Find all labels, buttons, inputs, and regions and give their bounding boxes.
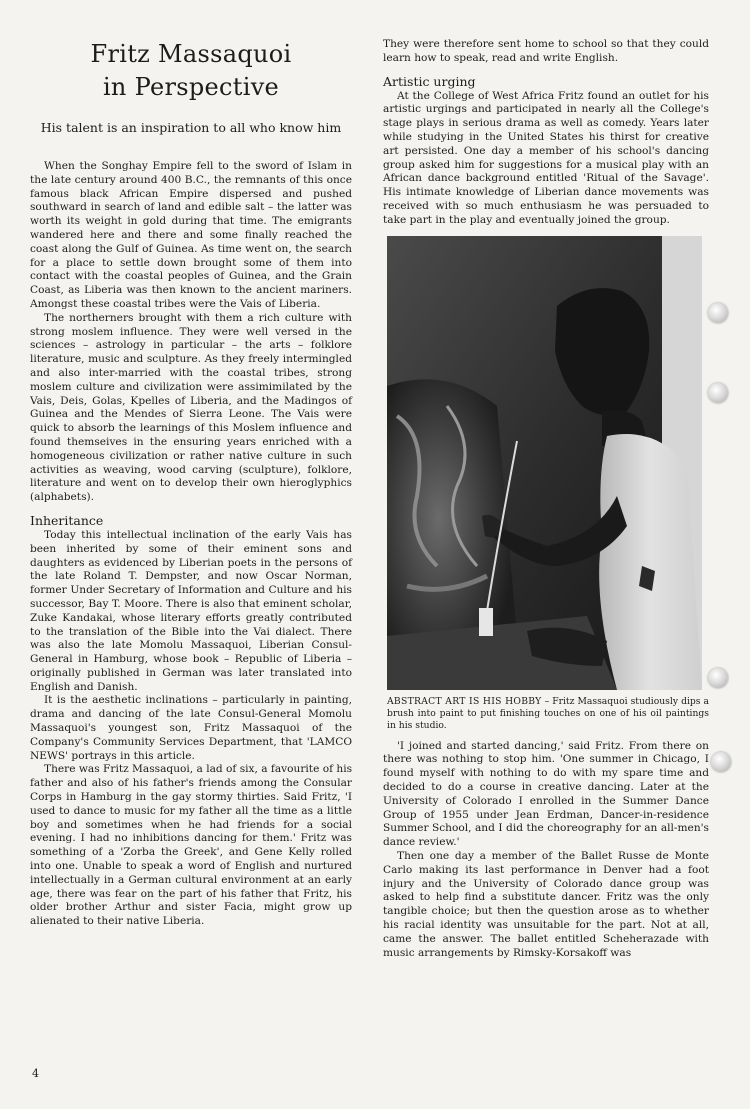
left-column [30, 38, 352, 929]
title-line-2: in Perspective [102, 73, 280, 101]
heading-inheritance: Inheritance [30, 512, 104, 528]
paragraph-inheritance-2: It is the aesthetic inclinations – particularly in painting, drama and dancing of the late Consul-General Momolu Massaquoi's youngest son, Fritz Massaquoi of the Company's Community Services Department, that 'LAMCO NEWS' portrays in this article. [30, 694, 352, 762]
title-line-1: Fritz Massaquoi [90, 40, 292, 68]
paragraph-sent-home: They were therefore sent home to school so that they could learn how to speak, read and write English. [383, 38, 709, 64]
heading-artistic-urging: Artistic urging [383, 73, 476, 89]
caption-heading: ABSTRACT ART IS HIS HOBBY [387, 695, 542, 707]
paragraph-joined-dancing: 'I joined and started dancing,' said Fritz. From there on there was nothing to stop him. 'One summer in Chicago, I found myself with nothing to do with my spare time and decided to do a course in creative dancing. Later at the University of Colorado I enrolled in the Summer Dance Group of 1955 under Jean Erdman, Dancer-in-residence Summer School, and I did the choreography for an all-men's dance review.' [383, 739, 709, 849]
paragraph-inheritance-1: Today this intellectual inclination of the early Vais has been inherited by some of their eminent sons and daughters as evidenced by Liberian poets in the persons of the late Roland T. Dempster, and now Oscar Norman, former Under Secretary of Information and Culture and his successor, Bay T. Moore. There is also that eminent scholar, Zuke Kandakai, whose literary efforts greatly contributed to the translation of the Bible into the Vai dialect. There was also the late Momolu Massaquoi, Liberian Consul-General in Hamburg, whose book – Republic of Liberia – originally published in German was later translated into English and Danish. [30, 528, 352, 693]
paragraph-songhay: When the Songhay Empire fell to the sword of Islam in the late century around 400 B.C., the remnants of this once famous black African Empire dispersed and pushed southward in search of land and edible salt – the latter was worth its weight in gold during that time. The emigrants wandered here and there and some finally reached the coast along the Gulf of Guinea. As time went on, the search for a place to settle down brought some of them into contact with the coastal peoples of Guinea, and the Grain Coast, as Liberia was then known to the ancient mariners. Amongst these coastal tribes were the Vais of Liberia. [30, 160, 352, 310]
binder-hole-4 [711, 752, 731, 772]
paragraph-northerners: The northerners brought with them a rich culture with strong moslem influence. They were well versed in the sciences – astrology in particular – the arts – folklore literature, music and sculpture. As they freely intermingled and also inter-married with the coastal tribes, strong moslem culture and civilization were assimimilated by the Vais, Deis, Golas, Kpelles of Liberia, and the Madingos of Guinea and the Mendes of Sierra Leone. The Vais were quick to absorb the learnings of this Moslem influence and found themseives in the ensuring years enriched with a homogeneous civilization or rather native culture in such activities as weaving, wood carving (sculpture), folklore, literature and went on to develop their own hieroglyphics (alphabets). [30, 311, 352, 504]
photo-artist-painting [387, 236, 702, 690]
paragraph-ballet-russe: Then one day a member of the Ballet Russe de Monte Carlo making its last performance in Denver had a foot injury and the University of Colorado dance group was asked to help find a substitute dancer. Fritz was the only tangible choice; but then the question arose as to whether his racial identity was unsuitable for the part. Not at all, came the answer. The ballet entitled Scheherazade with music arrangements by Rimsky-Korsakoff was [383, 849, 709, 959]
photo-artist-painting-image [387, 236, 702, 690]
article-title [30, 38, 352, 104]
photo-caption [387, 696, 709, 732]
binder-hole-2 [708, 383, 728, 403]
paragraph-artistic: At the College of West Africa Fritz found an outlet for his artistic urgings and participated in nearly all the College's stage plays in serious drama as well as comedy. Years later while studying in the United States his thirst for creative art persisted. One day a member of his school's dancing group asked him for suggestions for a musical play with an African dance background entitled 'Ritual of the Savage'. His intimate knowledge of Liberian dance movements was received with so much enthusiasm he was persuaded to take part in the play and eventually joined the group. [383, 89, 709, 226]
caption-text: – Fritz Massaquoi studiously dips a brush into paint to put finishing touches on one of his oil paintings in his studio. [387, 695, 710, 731]
paragraph-inheritance-3: There was Fritz Massaquoi, a lad of six, a favourite of his father and also of his father's friends among the Consular Corps in Hamburg in the gay stormy thirties. Said Fritz, 'I used to dance to music for my father all the time as a little boy and sometimes when he had friends for a social evening. I had no inhibitions dancing for them.' Fritz was something of a 'Zorba the Greek', and Gene Kelly rolled into one. Unable to speak a word of English and nurtured intellectually in a German cultural environment at an early age, there was fear on the part of his father that Fritz, his older brother Arthur and sister Facia, might grow up alienated to their native Liberia. [30, 763, 353, 928]
binder-hole-1 [708, 303, 728, 323]
article-subtitle: His talent is an inspiration to all who know him [40, 120, 342, 135]
page-number: 4 [32, 1067, 39, 1080]
binder-hole-3 [708, 668, 728, 688]
right-column [383, 38, 709, 960]
